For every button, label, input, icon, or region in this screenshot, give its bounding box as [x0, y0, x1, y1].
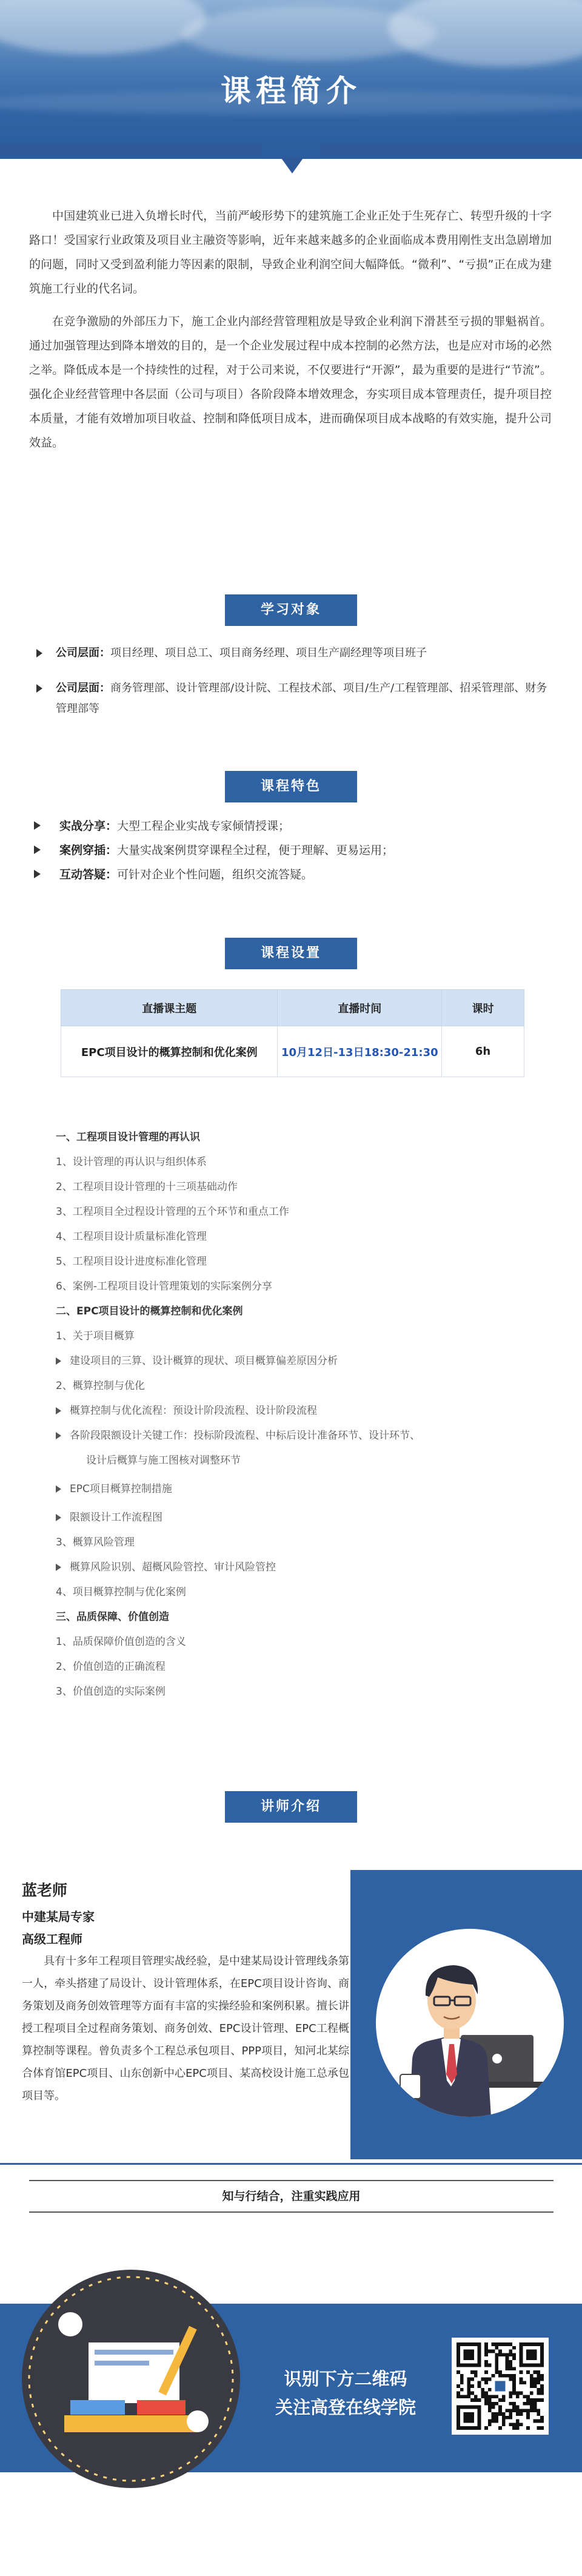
page-title: 课程简介 [221, 73, 361, 109]
footer [0, 2242, 582, 2557]
arrow-bullet-icon [56, 1357, 61, 1365]
list-item [29, 838, 550, 863]
teacher-title: 中建某局专家 [22, 1909, 95, 1924]
qr-code-icon [457, 2342, 544, 2430]
arrow-bullet-icon [36, 649, 42, 657]
item-text: 大型工程企业实战专家倾情授课； [117, 819, 290, 833]
outline-item [56, 1228, 207, 1243]
outline-text: 概算控制与优化流程：预设计阶段流程、设计阶段流程 [70, 1405, 317, 1417]
features-list [29, 814, 550, 887]
column-header: 直播时间 [278, 990, 442, 1026]
item-text: 可针对企业个性问题，组织交流答疑。 [117, 868, 313, 881]
section-header-audience: 学习对象 [225, 594, 357, 626]
outline-item [56, 1402, 317, 1417]
outline-text: 6、案例-工程项目设计管理策划的实际案例分享 [56, 1280, 272, 1293]
footer-cta-line: 关注高登在线学院 [275, 2397, 416, 2418]
item-label: 案例穿插： [59, 844, 118, 857]
outline-item [56, 1253, 207, 1268]
footer-cta-line: 识别下方二维码 [284, 2369, 407, 2389]
outline-item [56, 1427, 420, 1442]
footer-illustration [22, 2270, 240, 2488]
item-text: 项目经理、项目总工、项目商务经理、项目生产副经理等项目班子 [110, 647, 427, 659]
outline-item [56, 1658, 166, 1673]
outline-text: 4、项目概算控制与优化案例 [56, 1586, 186, 1598]
outline-item [56, 1480, 172, 1495]
outline-text: 建设项目的三算、设计概算的现状、项目概算偏差原因分析 [70, 1355, 338, 1367]
teacher-bio: 具有十多年工程项目管理实战经验，是中建某局设计管理线条第一人，牵头搭建了局设计、设计管理体系，在EPC项目设计咨询、商务策划及商务创效管理等方面有丰富的实操经验和案例积累。擅长讲授工程项目全过程商务策划、商务创效、EPC设计管理、EPC工程概算控制等课程。曾负责多个工程总承包项目、PPP项目，知河北某综合体育馆EPC项目、山东创新中心EPC项目、某高校设计施工总承包项目等。 [22, 1955, 349, 2102]
outline-heading [56, 1128, 200, 1143]
arrow-bullet-icon [56, 1514, 61, 1521]
intro-paragraph: 在竞争激励的外部压力下，施工企业内部经营管理粗放是导致企业利润下滑甚至亏损的罪魁祸首。通过加强管理达到降本增效的目的，是一个企业发展过程中成本控制的必然方法，也是应对市场的必然之举。降低成本是一个持续性的过程，对于公司来说，不仅要进行“开源”，最为重要的是进行“节流”。强化企业经营管理中各层面（公司与项目）各阶段降本增效理念，夯实项目成本管理责任，提升项目控本质量，才能有效增加项目收益、控制和降低项目成本，进而确保项目成本战略的有效实施，提升公司效益。 [29, 315, 552, 449]
outline-item [56, 1558, 276, 1573]
outline-text: 各阶段限额设计关键工作：投标阶段流程、中标后设计准备环节、设计环节、 [70, 1430, 420, 1442]
audience-list [30, 643, 552, 734]
column-header: 课时 [442, 990, 524, 1026]
outline-text: 一、工程项目设计管理的再认识 [56, 1131, 200, 1143]
table-cell-hours: 6h [442, 1026, 524, 1077]
avatar [376, 1929, 564, 2117]
table-row [61, 1026, 524, 1077]
outline-item [56, 1533, 135, 1549]
outline-text: 3、工程项目全过程设计管理的五个环节和重点工作 [56, 1206, 289, 1218]
outline-item [56, 1377, 145, 1392]
arrow-bullet-icon [34, 870, 41, 878]
hero-rule-right [320, 143, 582, 156]
outline-item [56, 1633, 186, 1648]
section-header-features: 课程特色 [225, 771, 357, 802]
outline-heading [56, 1302, 243, 1317]
outline-text: 设计后概算与施工图核对调整环节 [86, 1454, 241, 1467]
table-header-row [61, 990, 524, 1026]
outline-text: 三、品质保障、价值创造 [56, 1611, 169, 1623]
outline-text: 2、概算控制与优化 [56, 1380, 145, 1392]
outline-text: 概算风险识别、超概风险管控、审计风险管控 [70, 1561, 276, 1573]
outline-item [56, 1352, 338, 1367]
arrow-bullet-icon [34, 821, 41, 830]
teacher-title: 高级工程师 [22, 1932, 82, 1946]
outline-item [56, 1327, 135, 1342]
list-item [29, 814, 550, 838]
motto-banner: 知与行结合，注重实践应用 [29, 2180, 554, 2213]
item-label: 公司层面： [56, 682, 110, 694]
outline-text: 1、设计管理的再认识与组织体系 [56, 1156, 207, 1168]
item-label: 实战分享： [59, 819, 118, 833]
outline-text: 1、品质保障价值创造的含义 [56, 1636, 186, 1648]
outline-item [56, 1683, 166, 1698]
section-header-teacher: 讲师介绍 [225, 1791, 357, 1823]
hero-rule-left [0, 143, 262, 156]
outline-item [56, 1583, 186, 1598]
column-header: 直播课主题 [61, 990, 278, 1026]
item-label: 公司层面： [56, 647, 110, 659]
arrow-bullet-icon [36, 684, 42, 693]
arrow-bullet-icon [56, 1432, 61, 1439]
list-item [29, 863, 550, 887]
teacher-illustration-icon [376, 1929, 564, 2117]
outline-text: 限额设计工作流程图 [70, 1512, 162, 1524]
outline-text: 3、价值创造的实际案例 [56, 1686, 166, 1698]
outline-item [56, 1508, 162, 1524]
outline-item [56, 1178, 238, 1193]
hero-banner [0, 0, 582, 159]
table-cell-time: 10月12日-13日18:30-21:30 [278, 1026, 442, 1077]
outline-item [56, 1153, 207, 1168]
divider [0, 2163, 582, 2165]
outline-text: 二、EPC项目设计的概算控制和优化案例 [56, 1305, 243, 1317]
outline-text: 1、关于项目概算 [56, 1330, 135, 1342]
arrow-bullet-icon [56, 1407, 61, 1414]
list-item [30, 678, 552, 719]
outline-text: 5、工程项目设计进度标准化管理 [56, 1256, 207, 1268]
list-item [30, 643, 552, 664]
outline-item [56, 1203, 289, 1218]
item-label: 互动答疑： [59, 868, 118, 881]
intro-paragraph: 中国建筑业已进入负增长时代，当前严峻形势下的建筑施工企业正处于生死存亡、转型升级的十字路口！受国家行业政策及项目业主融资等影响，近年来越来越多的企业面临成本费用刚性支出急剧增加的问题，同时又受到盈利能力等因素的限制，导致企业利润空间大幅降低。“微利”、“亏损”正在成为建筑施工行业的代名词。 [29, 209, 552, 295]
outline-text: 2、价值创造的正确流程 [56, 1661, 166, 1673]
qr-code[interactable] [452, 2338, 549, 2435]
outline-text: 3、概算风险管理 [56, 1536, 135, 1549]
outline-heading [56, 1608, 169, 1623]
outline-text: 2、工程项目设计管理的十三项基础动作 [56, 1181, 238, 1193]
hero-pointer [280, 156, 304, 173]
arrow-bullet-icon [56, 1564, 61, 1571]
item-text: 大量实战案例贯穿课程全过程，便于理解、更易运用； [117, 844, 394, 857]
item-text: 商务管理部、设计管理部/设计院、工程技术部、项目/生产/工程管理部、招采管理部、财务管理部等 [56, 682, 547, 715]
outline-item [56, 1277, 272, 1293]
arrow-bullet-icon [56, 1485, 61, 1493]
table-cell-topic: EPC项目设计的概算控制和优化案例 [61, 1026, 278, 1077]
study-illustration-icon [22, 2270, 240, 2488]
intro-text [29, 204, 552, 463]
outline-text: EPC项目概算控制措施 [70, 1483, 172, 1495]
outline-text: 4、工程项目设计质量标准化管理 [56, 1231, 207, 1243]
teacher-name: 蓝老师 [22, 1882, 68, 1899]
outline-item [86, 1451, 241, 1467]
schedule-table [61, 989, 524, 1077]
section-header-schedule: 课程设置 [225, 938, 357, 969]
arrow-bullet-icon [34, 846, 41, 854]
